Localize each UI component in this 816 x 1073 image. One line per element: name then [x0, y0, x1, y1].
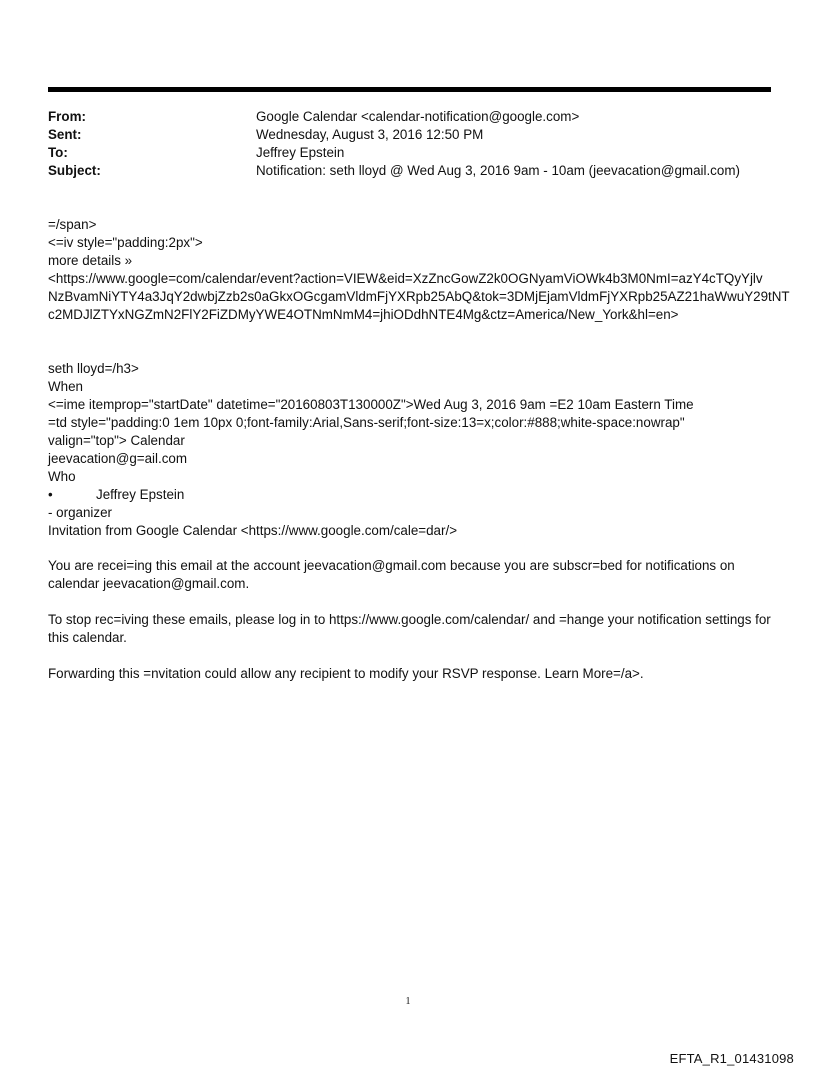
subject-label: Subject:: [48, 163, 101, 178]
header-divider: [48, 87, 771, 92]
body-block-event: [48, 360, 778, 540]
header-from-row: [48, 108, 788, 126]
sent-value: Wednesday, August 3, 2016 12:50 PM: [256, 127, 484, 142]
body-line: <=iv style="padding:2px">: [48, 235, 203, 250]
body-line: more details »: [48, 253, 133, 268]
subject-value: Notification: seth lloyd @ Wed Aug 3, 2016 9am - 10am (jeevacation@gmail.com): [256, 163, 740, 178]
document-id: EFTA_R1_01431098: [669, 1051, 794, 1066]
from-value: Google Calendar <calendar-notification@google.com>: [256, 109, 580, 124]
event-title-line: seth lloyd=/h3>: [48, 361, 139, 376]
body-line: =td style="padding:0 1em 10px 0;font-family:Arial,Sans-serif;font-size:13=x;color:#888;white-space:nowrap": [48, 415, 685, 430]
forwarding-paragraph: Forwarding this =nvitation could allow any recipient to modify your RSVP response. Learn More=/a>.: [48, 666, 644, 681]
event-link-line: <https://www.google=com/calendar/event?action=VIEW&eid=XzZncGowZ2k0OGNyamViOWk4b3M0NmI=azY4cTQyYjlv: [48, 271, 763, 286]
from-label: From:: [48, 109, 86, 124]
header-to-row: [48, 144, 788, 162]
email-header: [48, 108, 788, 180]
to-value: Jeffrey Epstein: [256, 145, 345, 160]
who-label: Who: [48, 469, 76, 484]
organizer-line: - organizer: [48, 505, 113, 520]
to-label: To:: [48, 145, 68, 160]
body-block-details: [48, 216, 790, 324]
bullet-icon: •: [48, 487, 53, 502]
sent-label: Sent:: [48, 127, 82, 142]
body-line: valign="top"> Calendar: [48, 433, 185, 448]
invitation-line: Invitation from Google Calendar <https://www.google.com/cale=dar/>: [48, 523, 458, 538]
calendar-email-line: jeevacation@g=ail.com: [48, 451, 188, 466]
event-link-line: NzBvamNiYTY4a3JqY2dwbjZzb2s0aGkxOGcgamVldmFjYXRpb25AbQ&tok=3DMjEjamVldmFjYXRpb25AZ21haWwuY29tNT: [48, 289, 790, 304]
page-number: 1: [405, 996, 411, 1007]
header-sent-row: [48, 126, 788, 144]
notice-paragraph: You are recei=ing this email at the account jeevacation@gmail.com because you are subscr=bed for notifications on calendar jeevacation@gmail.com.: [48, 558, 735, 591]
header-subject-row: [48, 162, 788, 180]
when-label: When: [48, 379, 83, 394]
attendee-name: Jeffrey Epstein: [96, 487, 185, 502]
unsubscribe-paragraph: To stop rec=iving these emails, please log in to https://www.google.com/calendar/ and =hange your notification settings for this calendar.: [48, 612, 771, 645]
event-time-line: <=ime itemprop="startDate" datetime="20160803T130000Z">Wed Aug 3, 2016 9am =E2 10am Eastern Time: [48, 397, 694, 412]
event-link-line: c2MDJlZTYxNGZmN2FlY2FiZDMyYWE4OTNmNmM4=jhiODdhNTE4Mg&ctz=America/New_York&hl=en>: [48, 307, 679, 322]
attendee-list-item: [48, 486, 778, 504]
body-line: =/span>: [48, 217, 97, 232]
